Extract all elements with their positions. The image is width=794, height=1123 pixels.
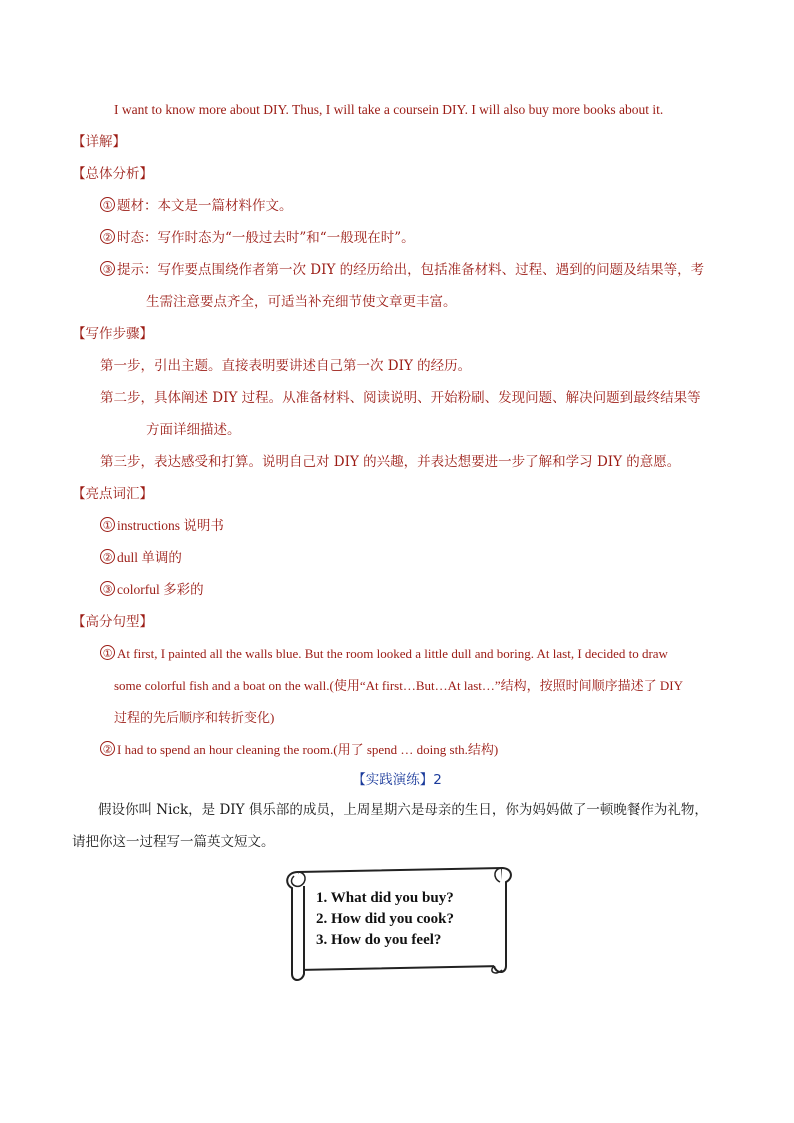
overview-item-3-cont: 生需注意要点齐全，可适当补充细节使文章更丰富。 [146,294,457,310]
prompt-line-2: 请把你这一过程写一篇英文短文。 [72,834,275,850]
step-2-cont: 方面详细描述。 [146,422,241,438]
section-sentences: 【高分句型】 [72,614,153,630]
overview-item-2: ② 时态：写作时态为“一般过去时”和“一般现在时”。 [100,228,415,248]
number-badge: ② [100,229,115,244]
vocab-item-2: ② dull 单调的 [100,548,182,568]
number-badge: ① [100,517,115,532]
number-badge: ③ [100,261,115,276]
number-badge: ② [100,741,115,756]
section-vocab: 【亮点词汇】 [72,486,153,502]
scroll-question-1: 1. What did you buy? [316,890,454,906]
step-3: 第三步，表达感受和打算。说明自己对 DIY 的兴趣，并表达想要进一步了解和学习 DIY 的意愿。 [100,454,681,470]
section-explain: 【详解】 [72,134,126,150]
number-badge: ② [100,549,115,564]
number-badge: ③ [100,581,115,596]
scroll-graphic [280,862,516,984]
section-steps: 【写作步骤】 [72,326,153,342]
section-overview: 【总体分析】 [72,166,153,182]
scroll-question-2: 2. How did you cook? [316,911,454,927]
prompt-line-1: 假设你叫 Nick，是 DIY 俱乐部的成员，上周星期六是母亲的生日，你为妈妈做了一顿晚餐作为礼物， [98,802,708,818]
overview-item-3: ③ 提示：写作要点围绕作者第一次 DIY 的经历给出，包括准备材料、过程、遇到的问题及结果等，考 [100,260,704,280]
vocab-item-3: ③ colorful 多彩的 [100,580,204,600]
sample-essay-line: I want to know more about DIY. Thus, I will take a coursein DIY. I will also buy more books about it. [114,102,664,117]
practice-title: 【实践演练】2 [352,772,442,788]
sentence-1-line-3: 过程的先后顺序和转折变化) [114,710,275,725]
scroll-question-3: 3. How do you feel? [316,932,442,948]
sentence-1-line-1: ① At first, I painted all the walls blue. But the room looked a little dull and boring. At last, I decided to draw [100,644,668,664]
vocab-item-1: ① instructions 说明书 [100,516,224,536]
number-badge: ① [100,197,115,212]
sentence-1-line-2: some colorful fish and a boat on the wall.(使用“At first…But…At last…”结构，按照时间顺序描述了 DIY [114,678,684,693]
sentence-2: ② I had to spend an hour cleaning the room.(用了 spend … doing sth.结构) [100,740,498,760]
step-1: 第一步，引出主题。直接表明要讲述自己第一次 DIY 的经历。 [100,358,472,374]
scroll-illustration [280,862,516,984]
overview-item-1: ① 题材：本文是一篇材料作文。 [100,196,293,216]
number-badge: ① [100,645,115,660]
step-2: 第二步，具体阐述 DIY 过程。从准备材料、阅读说明、开始粉刷、发现问题、解决问题到最终结果等 [100,390,701,406]
